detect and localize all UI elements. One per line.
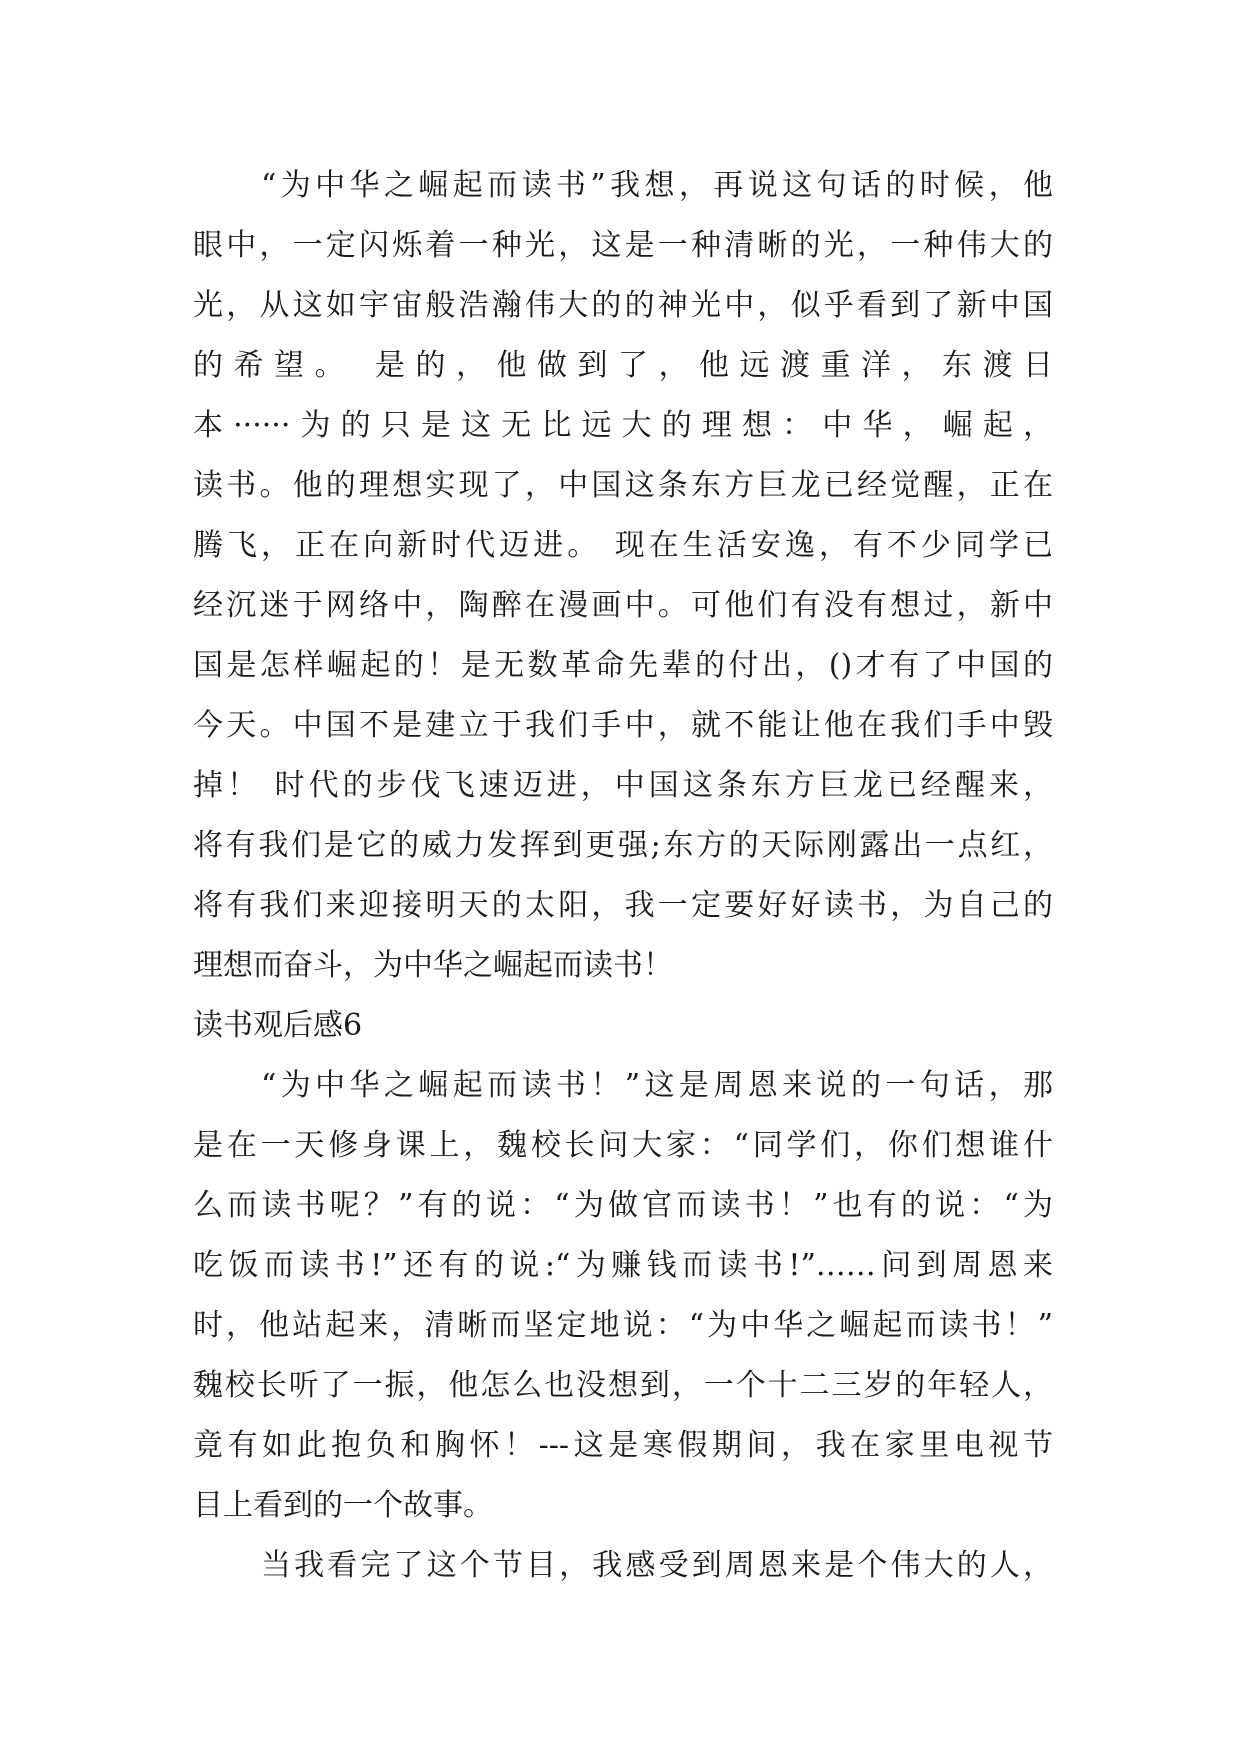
section-heading: 读书观后感6 [193, 1008, 363, 1043]
paragraph-line: 光，从这如宇宙般浩瀚伟大的的神光中，似乎看到了新中国 [193, 288, 1053, 323]
paragraph-line: 本······为的只是这无比远大的理想：中华，崛起， [193, 408, 1053, 443]
paragraph-line: 眼中，一定闪烁着一种光，这是一种清晰的光，一种伟大的 [193, 228, 1053, 263]
paragraph-line: 吃饭而读书!”还有的说:“为赚钱而读书!”……问到周恩来 [193, 1248, 1053, 1283]
paragraph-line: 魏校长听了一振，他怎么也没想到，一个十二三岁的年轻人， [193, 1368, 1053, 1403]
paragraph-line: “为中华之崛起而读书！”这是周恩来说的一句话，那 [261, 1068, 1053, 1103]
paragraph-line: 是在一天修身课上，魏校长问大家：“同学们，你们想谁什 [193, 1128, 1053, 1163]
paragraph-line: 的希望。 是的，他做到了，他远渡重洋，东渡日 [193, 348, 1053, 383]
paragraph-line: 腾飞，正在向新时代迈进。 现在生活安逸，有不少同学已 [193, 528, 1053, 563]
paragraph-line: 掉！ 时代的步伐飞速迈进，中国这条东方巨龙已经醒来， [193, 768, 1053, 803]
paragraph-line: 么而读书呢？”有的说：“为做官而读书！”也有的说：“为 [193, 1188, 1053, 1223]
paragraph-line: 当我看完了这个节目，我感受到周恩来是个伟大的人， [261, 1548, 1053, 1583]
paragraph-line: 竟有如此抱负和胸怀！---这是寒假期间，我在家里电视节 [193, 1428, 1053, 1463]
paragraph-line: 将有我们是它的威力发挥到更强;东方的天际刚露出一点红， [193, 828, 1053, 863]
paragraph-line: 今天。中国不是建立于我们手中，就不能让他在我们手中毁 [193, 708, 1053, 743]
paragraph-line: 时，他站起来，清晰而坚定地说：“为中华之崛起而读书！” [193, 1308, 1053, 1343]
paragraph-line: 国是怎样崛起的！是无数革命先辈的付出，()才有了中国的 [193, 648, 1053, 683]
paragraph-line: 经沉迷于网络中，陶醉在漫画中。可他们有没有想过，新中 [193, 588, 1053, 623]
paragraph-line: 将有我们来迎接明天的太阳，我一定要好好读书，为自己的 [193, 888, 1053, 923]
paragraph-line: 读书。他的理想实现了，中国这条东方巨龙已经觉醒，正在 [193, 468, 1053, 503]
paragraph-line: 理想而奋斗，为中华之崛起而读书！ [193, 948, 673, 983]
paragraph-line: “为中华之崛起而读书”我想，再说这句话的时候，他 [261, 168, 1053, 203]
paragraph-line: 目上看到的一个故事。 [193, 1488, 493, 1523]
